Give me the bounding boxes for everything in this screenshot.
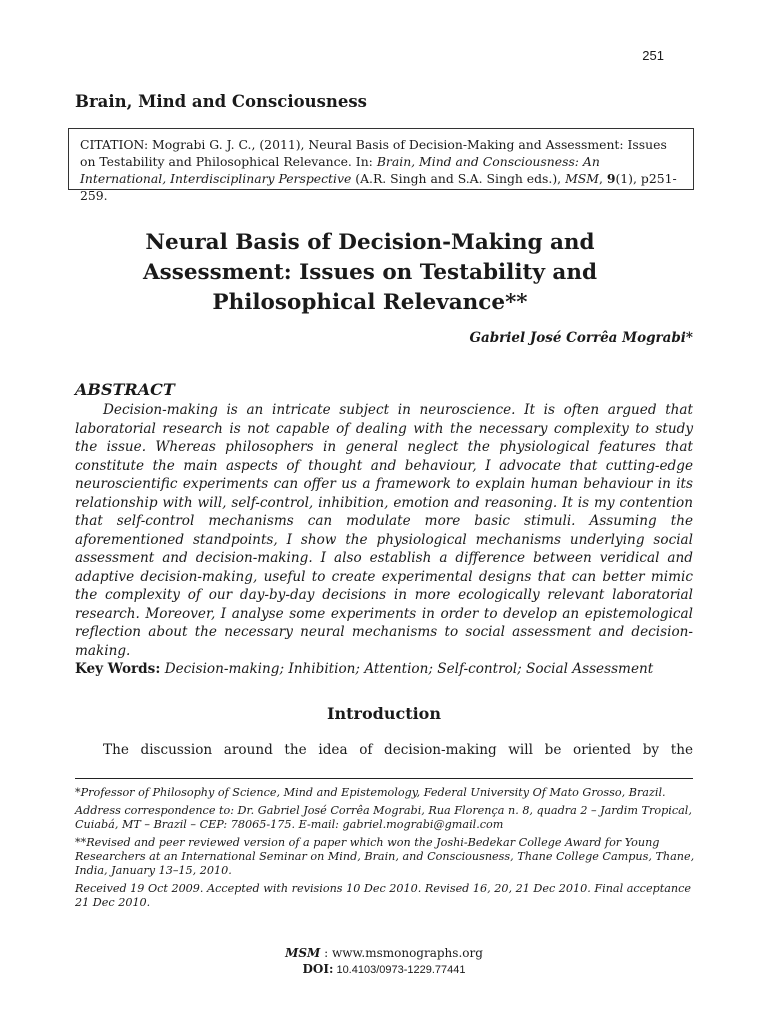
footnotes [75,786,695,914]
footer-website-line [0,945,768,961]
citation-box [68,128,694,203]
keywords [75,660,715,678]
page-number: 251 [642,48,664,63]
footnote-received: Received 19 Oct 2009. Accepted with revisions 10 Dec 2010. Revised 16, 20, 21 Dec 2010. Final acceptance 21 Dec 2010. [75,882,691,909]
footer-doi-label: DOI: [302,962,334,976]
footer-doi-line [0,961,768,978]
introduction-heading: Introduction [327,704,441,723]
citation-book-title: Brain, Mind and Consciousness: An International, Interdisciplinary Perspective [80,154,600,186]
citation-journal: MSM [565,171,599,186]
footnote-divider [75,778,693,779]
paper-title [80,228,660,318]
keywords-list: Decision-making; Inhibition; Attention; Self-control; Social Assessment [164,661,654,677]
title-line-3: Philosophical Relevance** [212,290,528,315]
footer-doi-value[interactable]: 10.4103/0973-1229.77441 [333,964,466,976]
citation-volume: 9 [606,171,616,186]
journal-title: Brain, Mind and Consciousness [75,92,367,111]
footer-separator: : [320,946,332,960]
footnote-address: Address correspondence to: Dr. Gabriel José Corrêa Mograbi, Rua Florença n. 8, quadra 2 – Jardim Tropical, Cuiabá, MT – Brazil – CEP: 78065-175. E-mail: gabriel.mograbi@gmail.com [75,804,692,831]
introduction-text: The discussion around the idea of decision-making will be oriented by the [103,742,693,758]
citation-separator: , [598,171,607,186]
author-name: Gabriel José Corrêa Mograbi* [469,330,693,346]
abstract-heading: ABSTRACT [75,380,175,399]
footer-website-link[interactable]: www.msmonographs.org [332,946,483,960]
footer-msm-label: MSM [285,946,321,960]
footnote-affiliation: *Professor of Philosophy of Science, Mind and Epistemology, Federal University Of Mato Grosso, Brazil. [75,786,666,799]
abstract-text: Decision-making is an intricate subject in neuroscience. It is often argued that laboratorial research is not capable of dealing with the necessary complexity to study the issue. Whereas philosophers in general neglect the physiological features that constitute the main aspects of thought and behaviour, I advocate that cutting-edge neuroscientific experiments can offer us a framework to explain human behaviour in its relationship with will, self-control, inhibition, emotion and reasoning. It is my contention that self-control mechanisms can modulate more basic stimuli. Assuming the aforementioned standpoints, I show the physiological mechanisms underlying social assessment and decision-making. I also establish a difference between veridical and adaptive decision-making, useful to create experimental designs that can better mimic the complexity of our day-by-day decisions in more ecologically relevant laboratorial research. Moreover, I analyse some experiments in order to develop an epistemological reflection about the necessary neural mechanisms to social assessment and decision-making. [75,402,693,659]
footnote-revised: **Revised and peer reviewed version of a paper which won the Joshi-Bedekar College Award for Young Researchers at an International Seminar on Mind, Brain, and Consciousness, Thane College Campus, Thane, India, January 13–15, 2010. [75,836,695,877]
page-footer [0,945,768,978]
keywords-label: Key Words: [75,661,161,677]
citation-pages: (1), p251-259. [80,171,677,203]
citation-editors: (A.R. Singh and S.A. Singh eds.), [351,171,566,186]
citation-text: CITATION: Mograbi G. J. C., (2011), Neural Basis of Decision-Making and Assessment: Issues on Testability and Philosophical Relevance. In: [80,137,667,169]
title-line-1: Neural Basis of Decision-Making and [145,230,595,255]
title-line-2: Assessment: Issues on Testability and [142,260,598,285]
